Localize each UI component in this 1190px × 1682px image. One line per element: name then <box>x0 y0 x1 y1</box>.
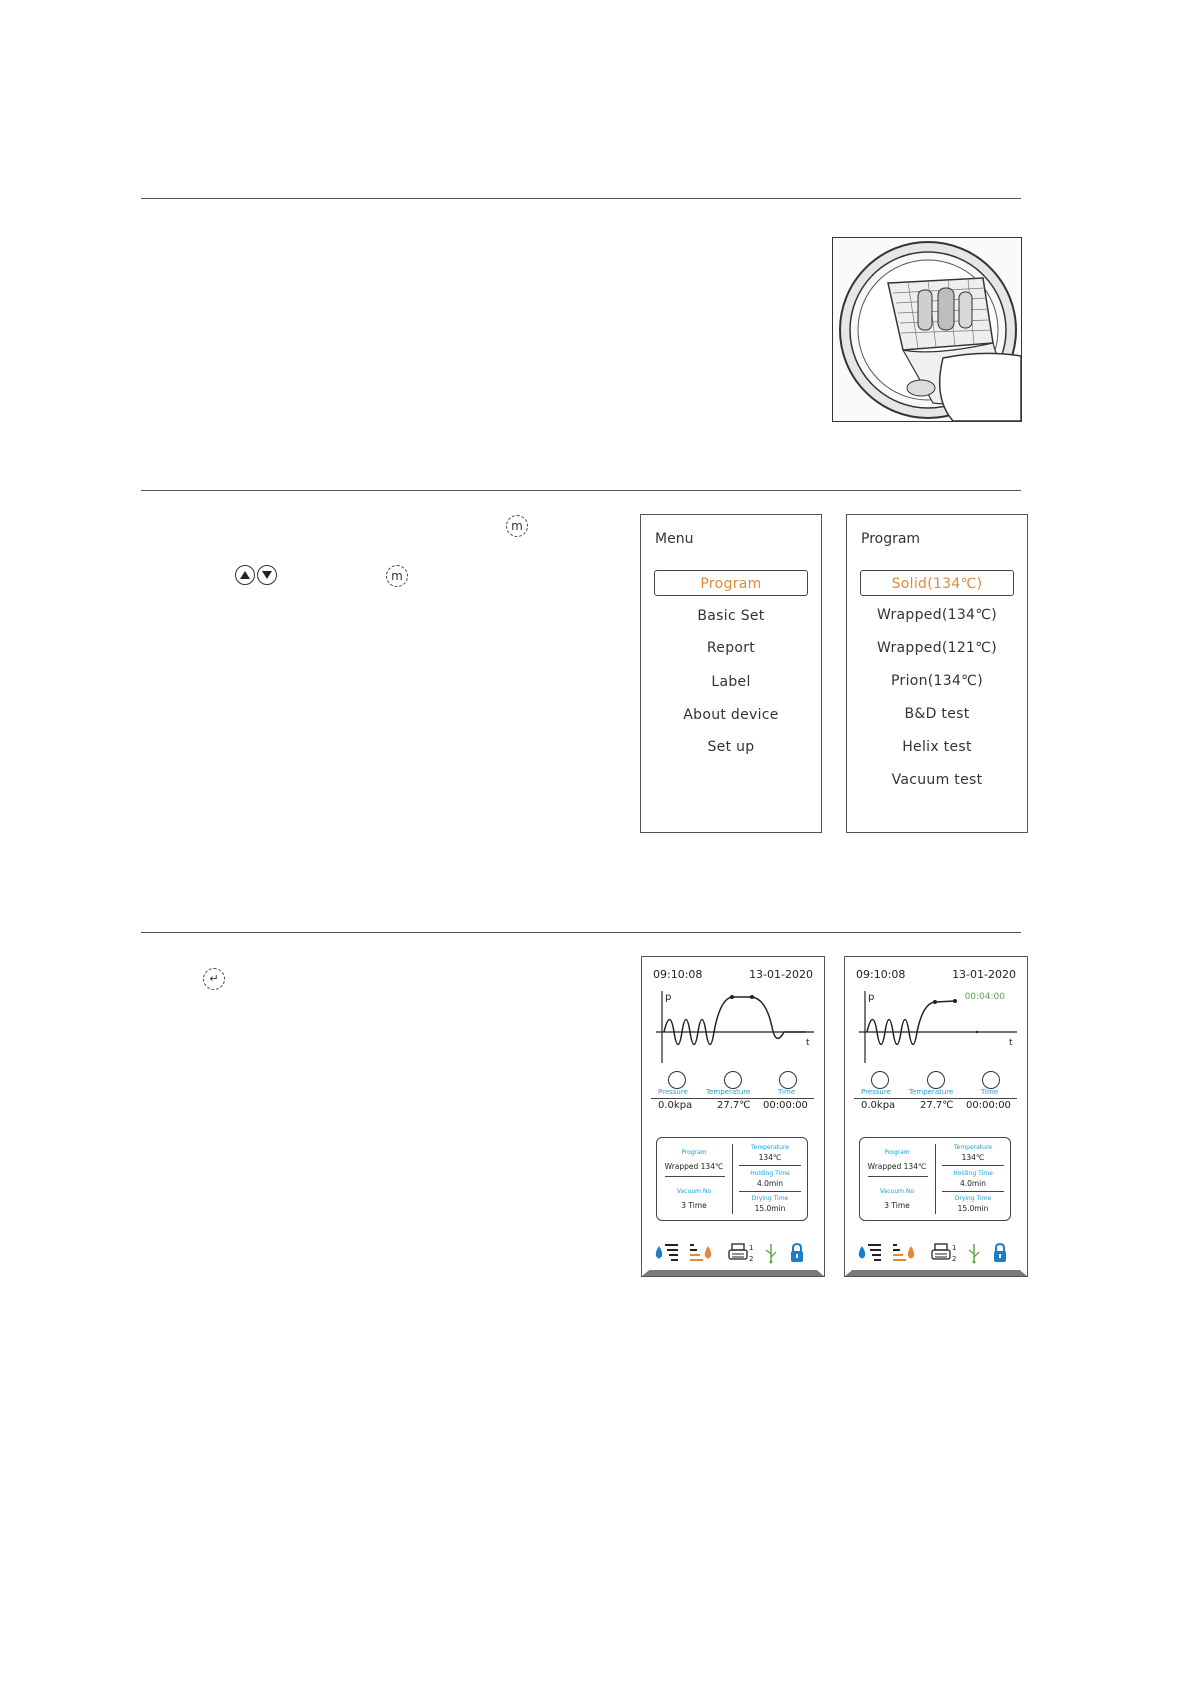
program-item-helix-test[interactable]: Helix test <box>902 739 972 755</box>
water-level-icon <box>857 1242 883 1262</box>
printer-count-top: 1 <box>952 1244 957 1252</box>
time-label: Time <box>981 1088 999 1096</box>
screen-time: 09:10:08 <box>653 968 703 981</box>
printer-icon <box>728 1242 758 1264</box>
menu-panel <box>640 514 822 833</box>
menu-item-label[interactable]: Label <box>711 674 751 690</box>
program-info-value: Wrapped 134℃ <box>664 1162 724 1171</box>
temperature-reading: 27.7℃ <box>920 1100 954 1111</box>
screen-bottom-bar <box>845 1270 1027 1276</box>
menu-panel-title: Menu <box>655 531 694 547</box>
pressure-gauge-icon <box>871 1071 889 1089</box>
printer-count-bottom: 2 <box>749 1255 754 1263</box>
temperature-gauge-icon <box>724 1071 742 1089</box>
vacuum-info-value: 3 Time <box>884 1201 910 1210</box>
menu-item-program[interactable]: Program <box>654 570 808 596</box>
temperature-info-value: 134℃ <box>961 1153 985 1162</box>
menu-item-about-device[interactable]: About device <box>683 707 779 723</box>
axis-label-p: p <box>665 992 672 1003</box>
chamber-loading-illustration <box>832 237 1022 422</box>
program-info-value: Wrapped 134℃ <box>867 1162 927 1171</box>
drying-time-label: Drying Time <box>751 1195 789 1202</box>
drying-time-value: 15.0min <box>754 1204 786 1213</box>
temperature-label: Temperature <box>909 1088 954 1096</box>
pressure-gauge-icon <box>668 1071 686 1089</box>
temperature-info-value: 134℃ <box>758 1153 782 1162</box>
program-info-label: Program <box>884 1149 910 1156</box>
axis-label-t: t <box>806 1038 810 1048</box>
holding-time-label: Holding Time <box>953 1170 993 1177</box>
pressure-label: Pressure <box>861 1088 891 1096</box>
program-item-wrapped-134[interactable]: Wrapped(134℃) <box>876 607 998 623</box>
readings-divider <box>854 1098 1017 1099</box>
section-divider-top <box>141 198 1021 199</box>
screen-date: 13-01-2020 <box>749 968 813 981</box>
program-item-vacuum-test[interactable]: Vacuum test <box>891 772 983 788</box>
screen-bottom-bar <box>642 1270 824 1276</box>
time-reading: 00:00:00 <box>763 1100 808 1111</box>
time-clock-icon <box>779 1071 797 1089</box>
menu-item-basic-set[interactable]: Basic Set <box>697 608 765 624</box>
holding-time-label: Holding Time <box>750 1170 790 1177</box>
usb-icon <box>764 1242 778 1264</box>
program-info-label: Program <box>681 1149 707 1156</box>
program-item-solid-134[interactable]: Solid(134℃) <box>860 570 1014 596</box>
pressure-label: Pressure <box>658 1088 688 1096</box>
screen-date: 13-01-2020 <box>952 968 1016 981</box>
time-reading: 00:00:00 <box>966 1100 1011 1111</box>
door-lock-icon <box>992 1242 1008 1264</box>
water-level-icon <box>654 1242 680 1262</box>
program-item-prion-134[interactable]: Prion(134℃) <box>891 673 983 689</box>
status-screen-1 <box>641 956 825 1277</box>
vacuum-info-label: Vacuum No <box>676 1188 712 1195</box>
temperature-gauge-icon <box>927 1071 945 1089</box>
usb-icon <box>967 1242 981 1264</box>
cycle-timer: 00:04:00 <box>964 992 1005 1002</box>
time-clock-icon <box>982 1071 1000 1089</box>
pressure-curve-graph <box>656 987 816 1067</box>
pressure-reading: 0.0kpa <box>658 1100 693 1111</box>
temperature-label: Temperature <box>706 1088 751 1096</box>
section-divider-middle <box>141 490 1021 491</box>
menu-key-icon: m <box>506 515 528 537</box>
screen-time: 09:10:08 <box>856 968 906 981</box>
printer-icon <box>931 1242 961 1264</box>
printer-count-top: 1 <box>749 1244 754 1252</box>
axis-label-p: p <box>868 992 875 1003</box>
readings-divider <box>651 1098 814 1099</box>
drying-time-value: 15.0min <box>957 1204 989 1213</box>
status-screen-2 <box>844 956 1028 1277</box>
waste-water-icon <box>891 1242 917 1262</box>
program-panel <box>846 514 1028 833</box>
down-arrow-key-icon <box>257 565 277 585</box>
time-label: Time <box>778 1088 796 1096</box>
section-divider-bottom <box>141 932 1021 933</box>
menu-item-report[interactable]: Report <box>706 640 756 656</box>
program-item-wrapped-121[interactable]: Wrapped(121℃) <box>876 640 998 656</box>
door-lock-icon <box>789 1242 805 1264</box>
waste-water-icon <box>688 1242 714 1262</box>
up-arrow-key-icon <box>235 565 255 585</box>
cycle-info-box <box>656 1137 808 1221</box>
menu-key-icon-2: m <box>386 565 408 587</box>
vacuum-info-value: 3 Time <box>681 1201 707 1210</box>
vacuum-info-label: Vacuum No <box>879 1188 915 1195</box>
holding-time-value: 4.0min <box>756 1179 784 1188</box>
drying-time-label: Drying Time <box>954 1195 992 1202</box>
temperature-reading: 27.7℃ <box>717 1100 751 1111</box>
program-panel-title: Program <box>861 531 921 547</box>
printer-count-bottom: 2 <box>952 1255 957 1263</box>
temperature-info-label: Temperature <box>953 1144 992 1151</box>
cycle-info-box <box>859 1137 1011 1221</box>
menu-item-set-up[interactable]: Set up <box>707 739 755 755</box>
holding-time-value: 4.0min <box>959 1179 987 1188</box>
temperature-info-label: Temperature <box>750 1144 789 1151</box>
program-item-bd-test[interactable]: B&D test <box>904 706 970 722</box>
enter-key-icon: ↵ <box>203 968 225 990</box>
pressure-reading: 0.0kpa <box>861 1100 896 1111</box>
axis-label-t: t <box>1009 1038 1013 1048</box>
